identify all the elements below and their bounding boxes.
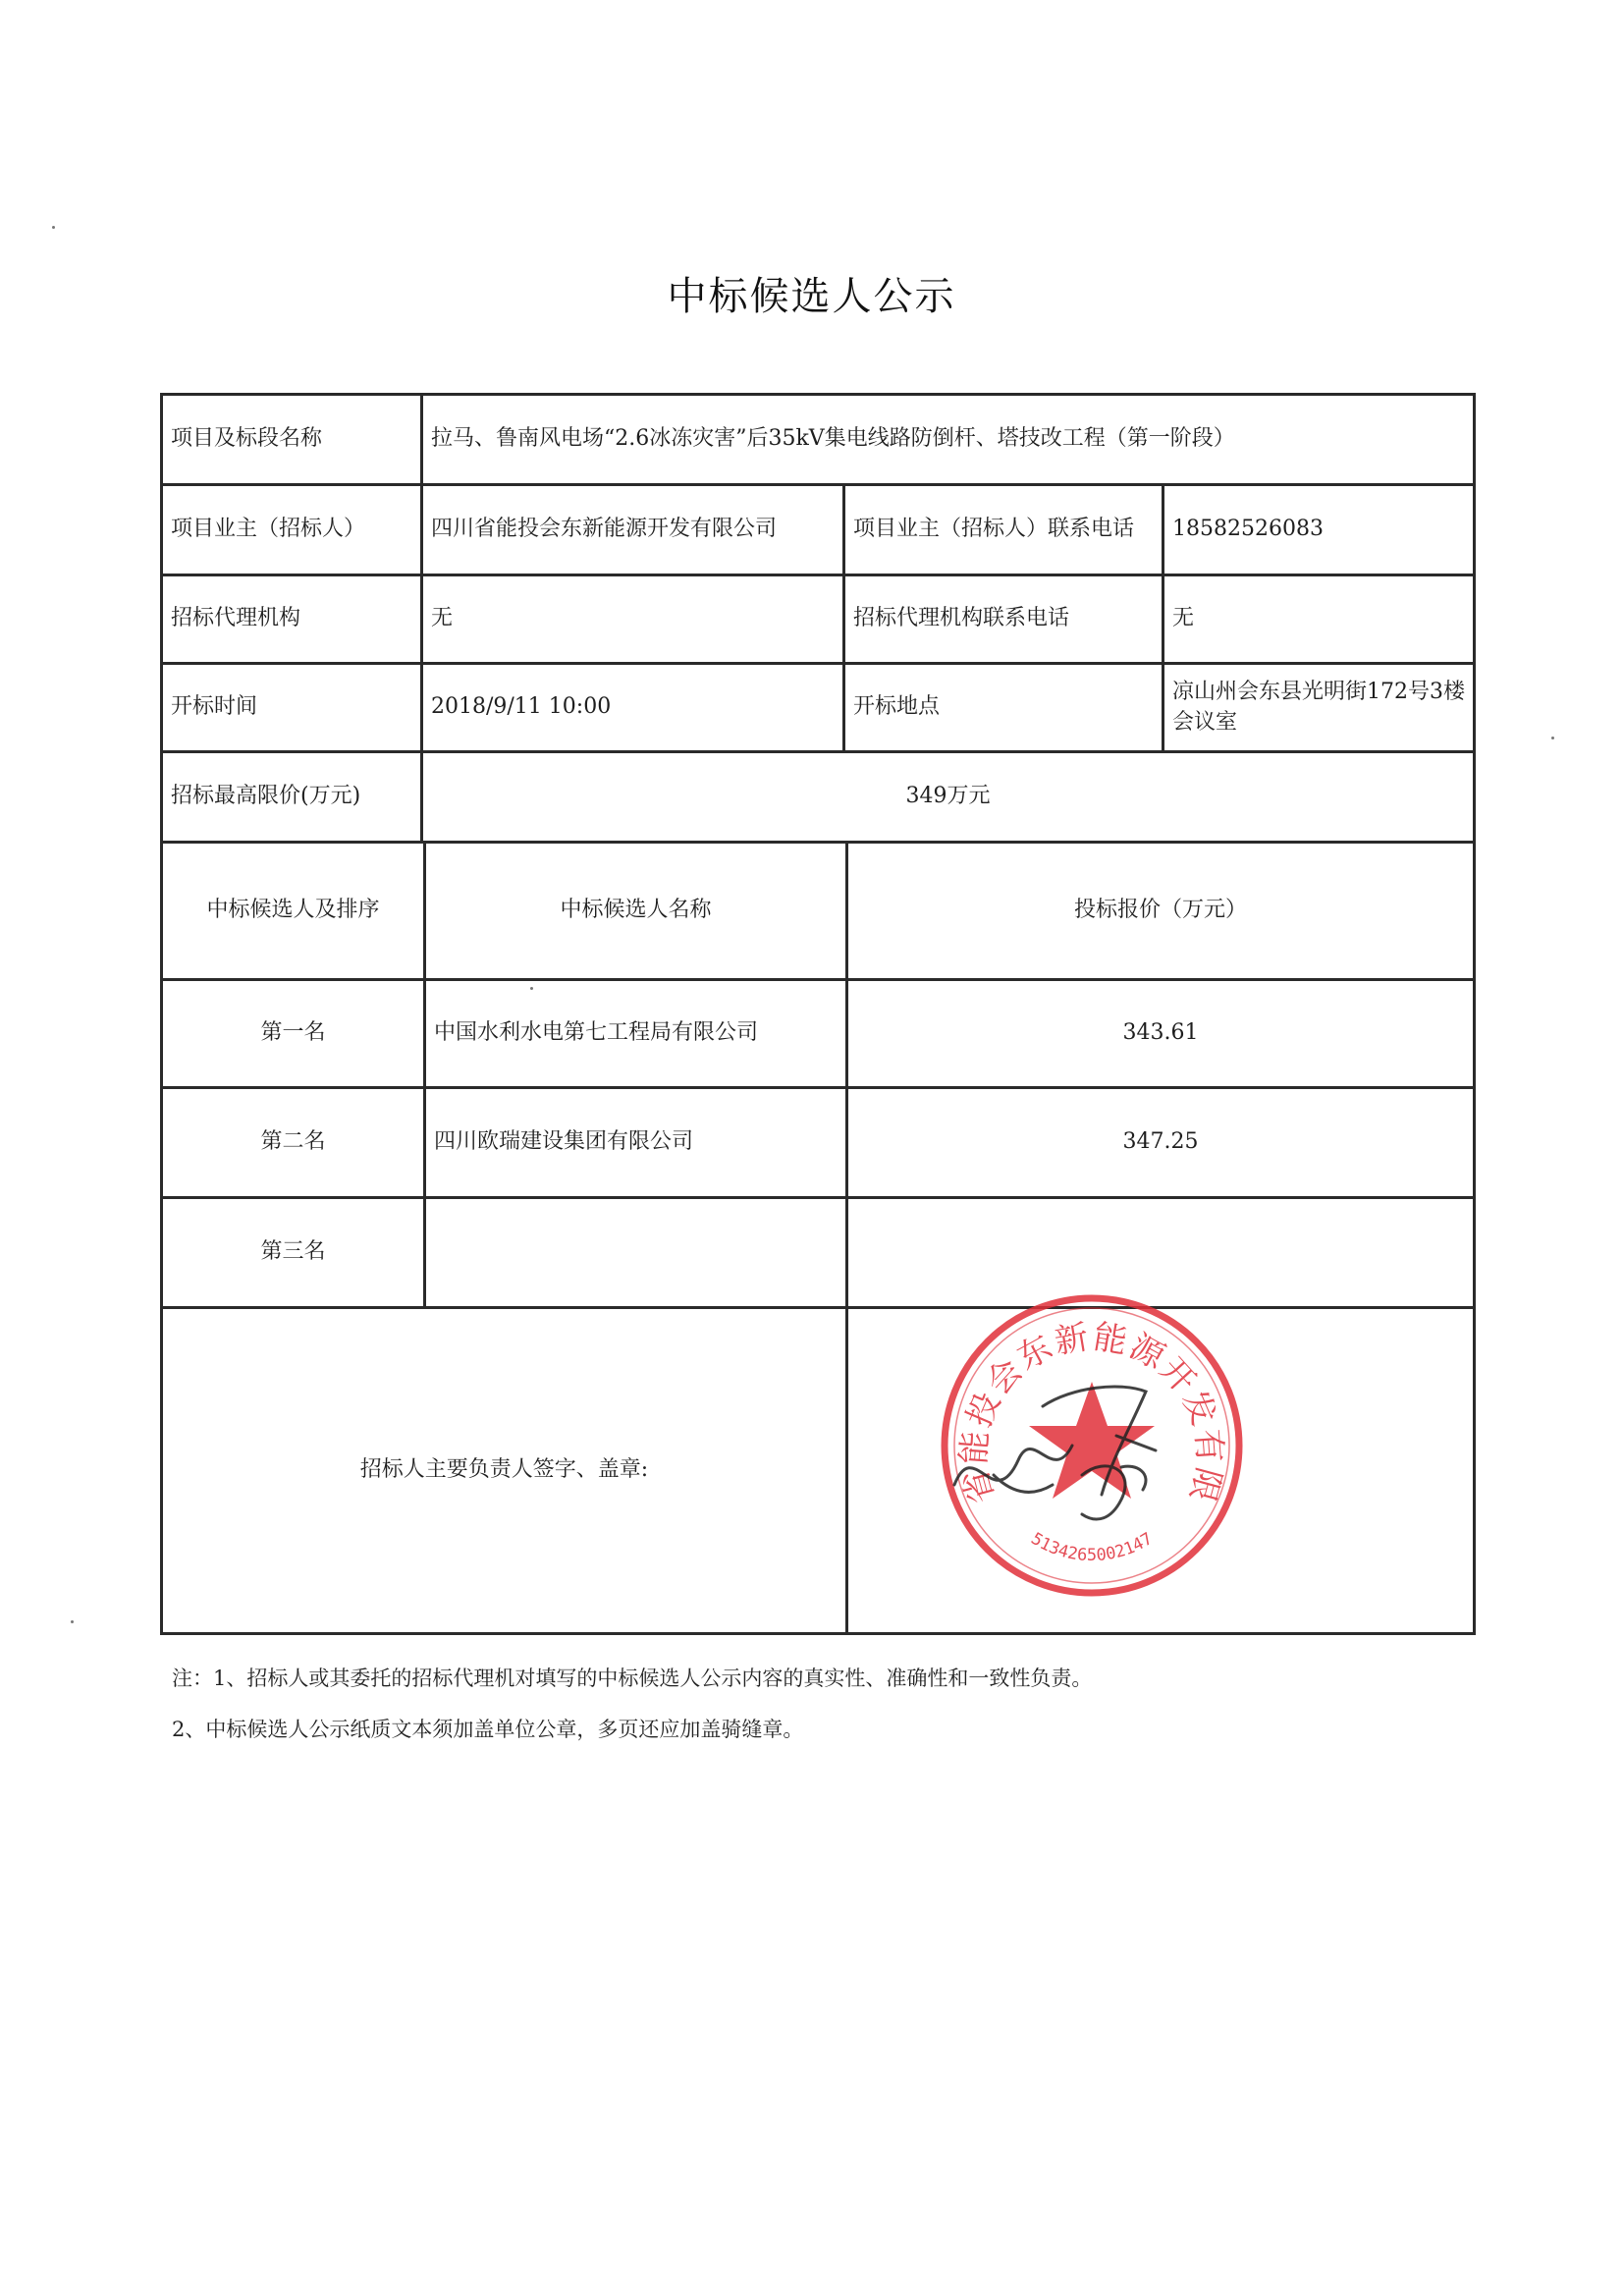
candidate-name: 四川欧瑞建设集团有限公司 (426, 1089, 848, 1199)
candidate-rank: 第二名 (163, 1089, 426, 1199)
scan-speck (52, 226, 55, 229)
note-1: 注：1、招标人或其委托的招标代理机对填写的中标候选人公示内容的真实性、准确性和一致性负责。 (172, 1667, 1093, 1690)
seal-number: 5134265002147 (1027, 1529, 1157, 1566)
open-time-value: 2018/9/11 10:00 (423, 665, 845, 753)
agency-phone-label: 招标代理机构联系电话 (845, 576, 1164, 665)
note-2: 2、中标候选人公示纸质文本须加盖单位公章，多页还应加盖骑缝章。 (172, 1718, 804, 1741)
scan-speck (1551, 737, 1554, 739)
max-price-label: 招标最高限价(万元) (163, 753, 423, 844)
project-name-value: 拉马、鲁南风电场“2.6冰冻灾害”后35kV集电线路防倒杆、塔技改工程（第一阶段） (423, 396, 1476, 486)
seal-arc-text: 省能投会东新能源开发有限 (954, 1317, 1229, 1508)
owner-label: 项目业主（招标人） (163, 486, 423, 576)
seal-icon (935, 1288, 1249, 1603)
candidate-rank: 第一名 (163, 981, 426, 1089)
owner-phone-label: 项目业主（招标人）联系电话 (845, 486, 1164, 576)
owner-value: 四川省能投会东新能源开发有限公司 (423, 486, 845, 576)
scan-speck (71, 1620, 74, 1623)
open-place-label: 开标地点 (845, 665, 1164, 753)
header-rank: 中标候选人及排序 (163, 844, 426, 981)
header-price: 投标报价（万元） (848, 844, 1476, 981)
agency-phone-value: 无 (1164, 576, 1476, 665)
max-price-value: 349万元 (423, 753, 1476, 844)
open-place-value: 凉山州会东县光明街172号3楼会议室 (1164, 665, 1476, 753)
official-seal (935, 1288, 1249, 1603)
signature-label: 招标人主要负责人签字、盖章: (163, 1309, 848, 1635)
announcement-table (160, 393, 1476, 1635)
owner-phone-value: 18582526083 (1164, 486, 1476, 576)
candidate-name (426, 1199, 848, 1309)
candidate-rank: 第三名 (163, 1199, 426, 1309)
project-name-label: 项目及标段名称 (163, 396, 423, 486)
candidate-price: 343.61 (848, 981, 1476, 1089)
header-name: 中标候选人名称 (426, 844, 848, 981)
agency-value: 无 (423, 576, 845, 665)
candidate-name: 中国水利水电第七工程局有限公司 (426, 981, 848, 1089)
svg-text:5134265002147 (1027, 1529, 1156, 1565)
page-title: 中标候选人公示 (667, 274, 956, 319)
candidate-price: 347.25 (848, 1089, 1476, 1199)
open-time-label: 开标时间 (163, 665, 423, 753)
scan-speck (530, 987, 533, 990)
agency-label: 招标代理机构 (163, 576, 423, 665)
